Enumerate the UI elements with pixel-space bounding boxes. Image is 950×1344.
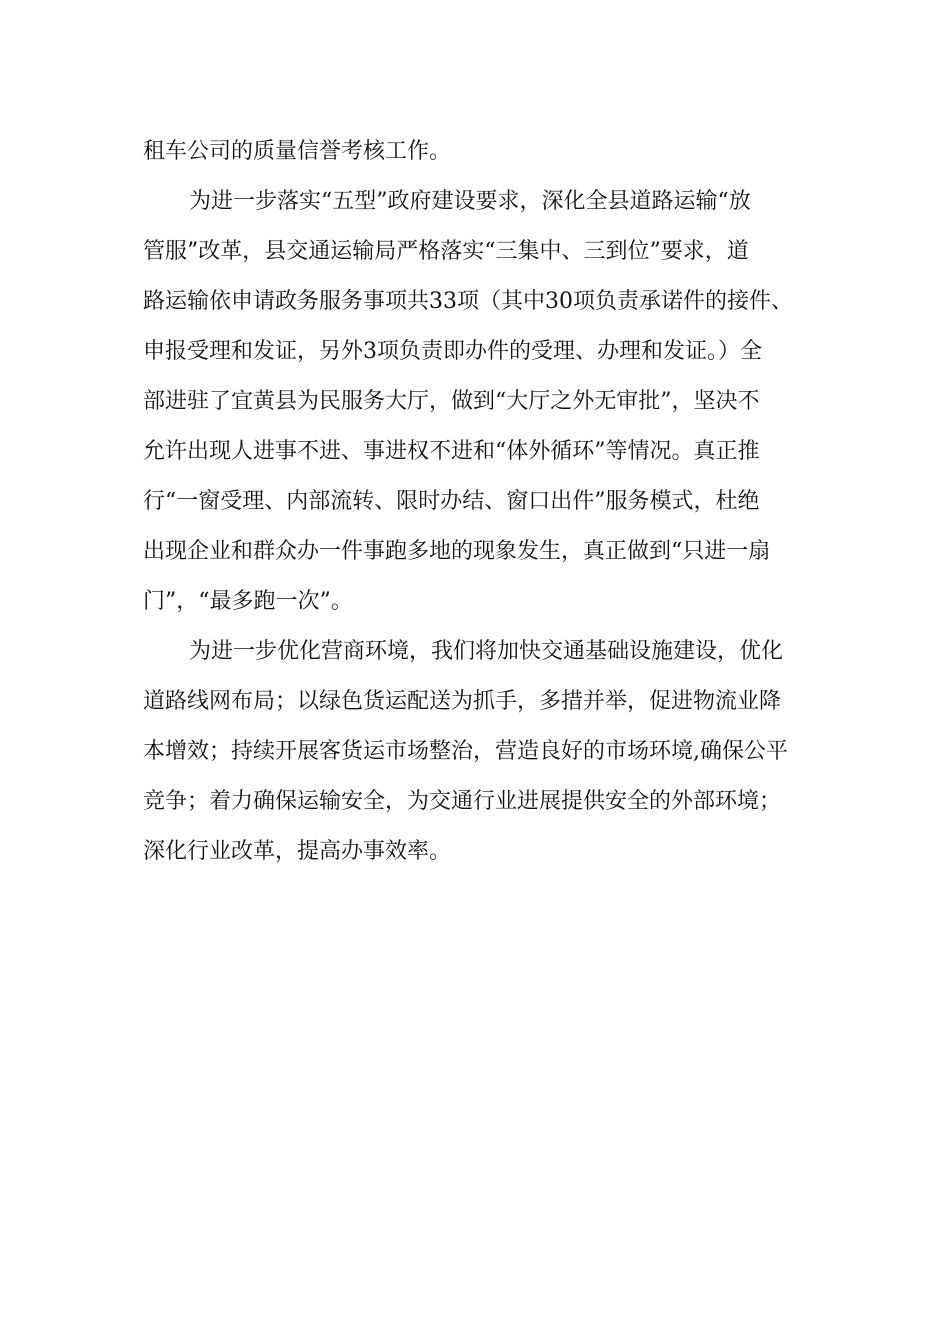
paragraph-2 xyxy=(143,177,823,627)
paragraph-line: 为进一步优化营商环境，我们将加快交通基础设施建设，优化 xyxy=(189,639,784,664)
paragraph-line: 竞争；着力确保运输安全，为交通行业进展提供安全的外部环境； xyxy=(143,789,782,814)
paragraph-line: 管服”改革，县交通运输局严格落实“三集中、三到位”要求，道 xyxy=(143,239,749,264)
paragraph-line: 允许出现人进事不进、事进权不进和“体外循环”等情况。真正推 xyxy=(143,439,760,464)
paragraph-line: 出现企业和群众办一件事跑多地的现象发生，真正做到“只进一扇 xyxy=(143,539,771,564)
document-body xyxy=(143,127,823,877)
paragraph-3 xyxy=(143,627,823,877)
paragraph-line: 道路线网布局；以绿色货运配送为抓手，多措并举，促进物流业降 xyxy=(143,689,782,714)
paragraph-line: 申报受理和发证，另外3项负责即办件的受理、办理和发证。）全 xyxy=(143,339,762,364)
paragraph-line: 为进一步落实“五型”政府建设要求，深化全县道路运输“放 xyxy=(189,189,751,214)
paragraph-line: 本增效；持续开展客货运市场整治，营造良好的市场环境,确保公平 xyxy=(143,739,788,764)
paragraph-line: 行“一窗受理、内部流转、限时办结、窗口出件”服务模式，杜绝 xyxy=(143,489,760,514)
paragraph-line: 深化行业改革，提高办事效率。 xyxy=(143,839,452,864)
paragraph-1 xyxy=(143,127,823,177)
paragraph-line: 部进驻了宜黄县为民服务大厅，做到“大厅之外无审批”，坚决不 xyxy=(143,389,760,414)
paragraph-line: 路运输依申请政务服务事项共33项（其中30项负责承诺件的接件、 xyxy=(143,289,793,314)
paragraph-line: 门”，“最多跑一次”。 xyxy=(143,589,353,614)
paragraph-line: 租车公司的质量信誉考核工作。 xyxy=(143,139,452,164)
